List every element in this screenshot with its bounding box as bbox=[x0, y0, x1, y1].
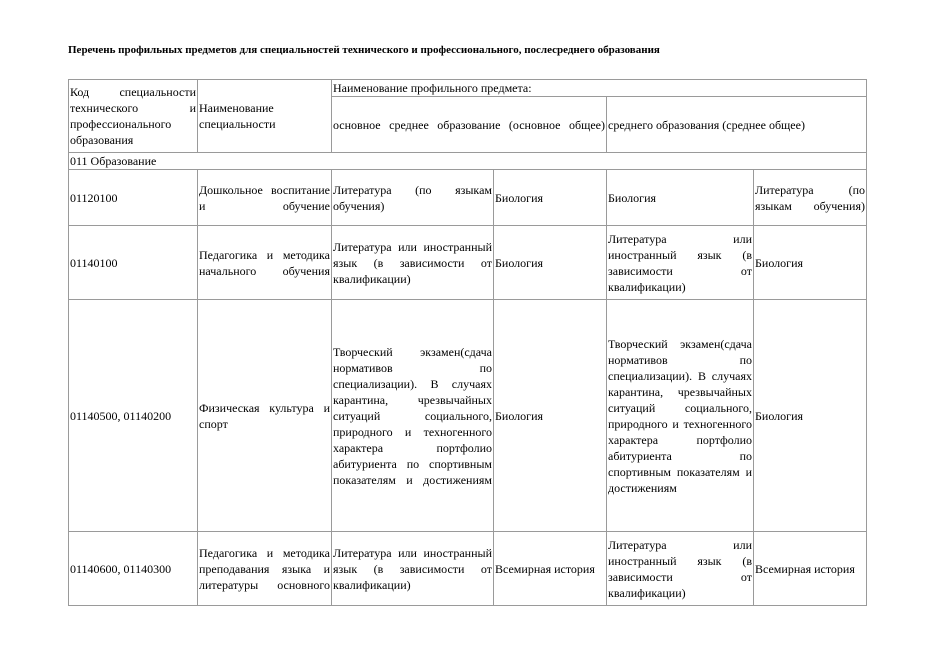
row-code: 01140100 bbox=[69, 226, 198, 300]
row-general-subject-1: Литература или иностранный язык (в зависимости от квалификации) bbox=[607, 532, 754, 606]
row-basic-subject-2: Биология bbox=[494, 300, 607, 532]
profile-subjects-table bbox=[68, 79, 867, 606]
row-general-subject-2: Всемирная история bbox=[754, 532, 867, 606]
row-code: 01140600, 01140300 bbox=[69, 532, 198, 606]
row-code: 01120100 bbox=[69, 170, 198, 226]
row-general-subject-2: Биология bbox=[754, 300, 867, 532]
header-basic: основное среднее образование (основное общее) bbox=[332, 97, 607, 153]
row-name: Педагогика и методика преподавания языка и литературы основного bbox=[198, 532, 332, 606]
table-row bbox=[69, 226, 867, 300]
header-general: среднего образования (среднее общее) bbox=[607, 97, 867, 153]
header-row bbox=[69, 80, 867, 97]
document-title: Перечень профильных предметов для специальностей технического и профессионального, послесреднего образования bbox=[68, 44, 660, 56]
row-basic-subject-2: Всемирная история bbox=[494, 532, 607, 606]
header-name: Наименование специальности bbox=[198, 80, 332, 153]
row-general-subject-1: Творческий экзамен(сдача нормативов по специализации). В случаях карантина, чрезвычайных ситуаций социального, природного и техногенного характера портфолио абитуриента по спортивным показателям и достижениям bbox=[607, 300, 754, 532]
header-subject: Наименование профильного предмета: bbox=[332, 80, 867, 97]
row-basic-subject-2: Биология bbox=[494, 226, 607, 300]
row-name: Физическая культура и спорт bbox=[198, 300, 332, 532]
row-name: Педагогика и методика начального обучения bbox=[198, 226, 332, 300]
table-row bbox=[69, 300, 867, 532]
row-code: 01140500, 01140200 bbox=[69, 300, 198, 532]
row-general-subject-1: Биология bbox=[607, 170, 754, 226]
header-code: Код специальности технического и профессионального образования bbox=[69, 80, 198, 153]
table-row bbox=[69, 170, 867, 226]
row-basic-subject-1: Литература или иностранный язык (в зависимости от квалификации) bbox=[332, 226, 494, 300]
table-row bbox=[69, 532, 867, 606]
row-name: Дошкольное воспитание и обучение bbox=[198, 170, 332, 226]
row-basic-subject-1: Литература (по языкам обучения) bbox=[332, 170, 494, 226]
row-general-subject-2: Биология bbox=[754, 226, 867, 300]
row-general-subject-1: Литература или иностранный язык (в зависимости от квалификации) bbox=[607, 226, 754, 300]
row-basic-subject-1: Литература или иностранный язык (в зависимости от квалификации) bbox=[332, 532, 494, 606]
section-row bbox=[69, 153, 867, 170]
section-label: 011 Образование bbox=[69, 153, 867, 170]
row-general-subject-2: Литература (по языкам обучения) bbox=[754, 170, 867, 226]
row-basic-subject-1: Творческий экзамен(сдача нормативов по специализации). В случаях карантина, чрезвычайных ситуаций социального, природного и техногенного характера портфолио абитуриента по спортивным показателям и достижениям bbox=[332, 300, 494, 532]
row-basic-subject-2: Биология bbox=[494, 170, 607, 226]
